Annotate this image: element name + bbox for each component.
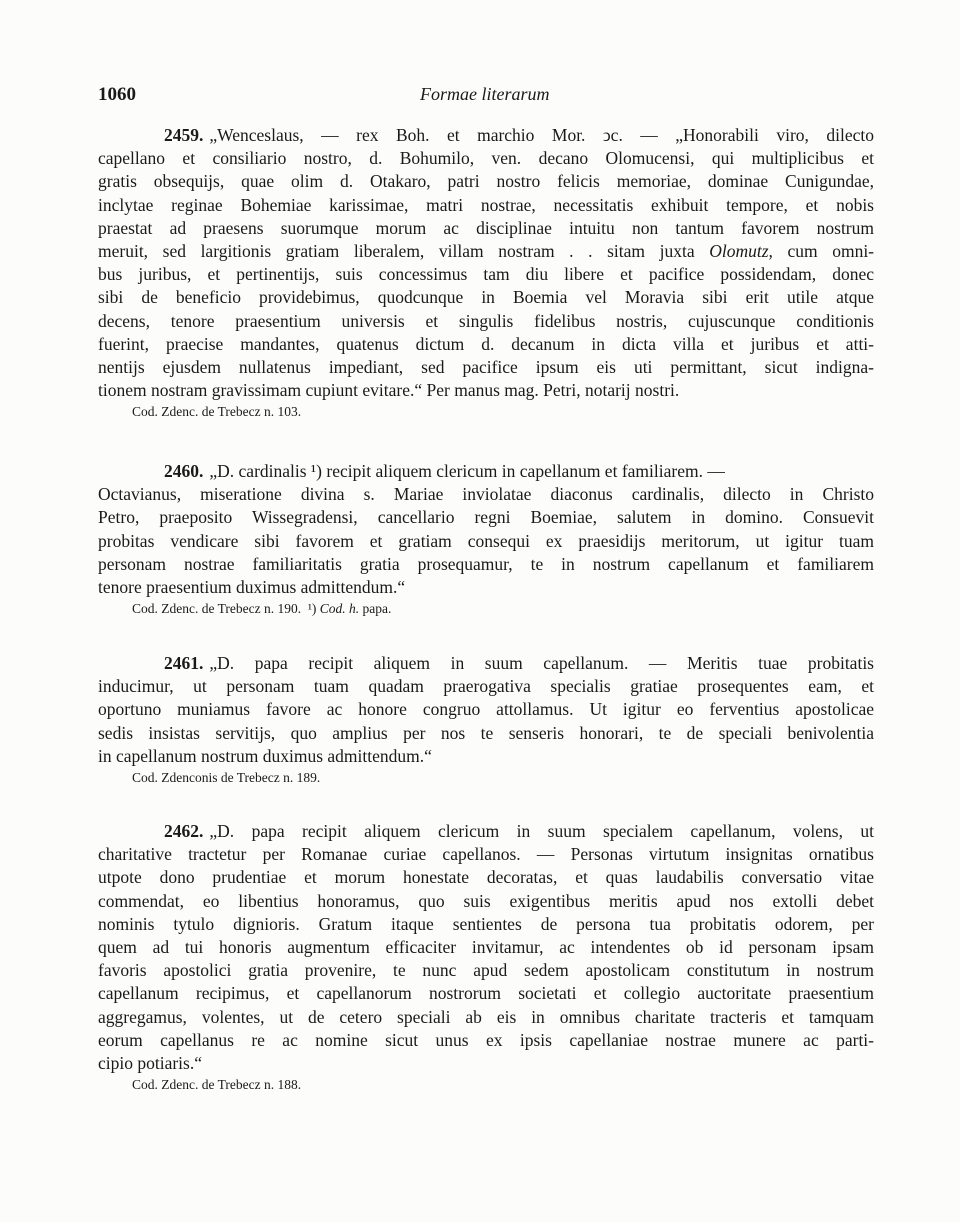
text-line: eorum capellanus re ac nomine sicut unus ex ipsis capellaniae nostrae munere ac parti- bbox=[98, 1029, 874, 1050]
text-line: inducimur, ut personam tuam quadam praerogativa specialis gratiae prosequentes eam, et bbox=[98, 676, 874, 697]
text-line: quem ad tui honoris augmentum efficaciter invitamur, ac intendentes ob id personam ipsam bbox=[98, 936, 874, 957]
entry-number: 2461. bbox=[164, 653, 204, 673]
text-line: fuerint, praecise mandantes, quatenus dictum d. decanum in dicta villa et juribus et atti- bbox=[98, 333, 874, 354]
text-line: nominis tytulo dignioris. Gratum itaque sentientes de persona tua probitatis odorem, per bbox=[98, 913, 874, 934]
text-line: personam nostrae familiaritatis gratia prosequamur, te in nostrum capellanum et familiarem bbox=[98, 553, 874, 574]
entry-number: 2459. bbox=[164, 125, 204, 145]
text-line: Octavianus, miseratione divina s. Mariae inviolatae diaconus cardinalis, dilecto in Christo bbox=[98, 484, 874, 505]
text-line: 2459. „Wenceslaus, — rex Boh. et marchio Mor. ͻc. — „Honorabili viro, dilecto bbox=[164, 125, 874, 145]
text-line: charitative tractetur per Romanae curiae capellanos. — Personas virtutum insignitas ornatibus bbox=[98, 844, 874, 865]
text-line: meruit, sed largitionis gratiam liberalem, villam nostram . . sitam juxta Olomutz, cum omni- bbox=[98, 240, 875, 261]
text-line: aggregamus, volentes, ut de cetero speciali ab eis in omnibus charitate tracteris et tamquam bbox=[98, 1006, 874, 1027]
entry-number: 2460. bbox=[164, 461, 204, 481]
text-line: tionem nostram gravissimam cupiunt evitare.“ Per manus mag. Petri, notarij nostri. bbox=[98, 380, 680, 401]
text-line: Petro, praeposito Wissegradensi, cancellario regni Boemiae, salutem in domino. Consuevit bbox=[98, 507, 874, 528]
text-line: sedis insistas servitijs, quo amplius per nos te senseris honorari, te de speciali benivolentia bbox=[98, 722, 874, 743]
text-line: 2461. „D. papa recipit aliquem in suum capellanum. — Meritis tuae probitatis bbox=[164, 653, 874, 673]
text-line: decens, tenore praesentium universis et singulis fidelibus nostris, cujuscunque conditionis bbox=[98, 310, 874, 331]
text-line: inclytae reginae Bohemiae karissimae, matri nostrae, necessitatis exhibuit tempore, et nobis bbox=[98, 194, 874, 215]
text-line: 2462. „D. papa recipit aliquem clericum in suum specialem capellanum, volens, ut bbox=[164, 821, 874, 841]
text-line: commendat, eo libentius honoramus, quo suis exigentibus meritis apud nos extolli debet bbox=[98, 890, 874, 911]
citation: Cod. Zdenc. de Trebecz n. 188. bbox=[132, 1077, 302, 1093]
text-line: 2460. „D. cardinalis ¹) recipit aliquem clericum in capellanum et familiarem. — bbox=[164, 461, 725, 481]
text-line: gratis obsequijs, quae olim d. Otakaro, patri nostro felicis memoriae, dominae Cunigundae, bbox=[98, 171, 874, 192]
text-line: utpote dono prudentiae et morum honestate decoratas, et quas laudabilis conversatio vitae bbox=[98, 867, 874, 888]
page-number: 1060 bbox=[98, 84, 136, 105]
text-line: oportuno muniamus favore ac honore congruo attollamus. Ut igitur eo ferventius apostolicae bbox=[98, 699, 874, 720]
footnote-mark: ¹) bbox=[307, 601, 317, 617]
text-line: praestat ad praesens suorumque morum ac disciplinae intuitu non tantum favorem nostrum bbox=[98, 217, 874, 238]
entry-2459 bbox=[98, 124, 874, 422]
text-line: favoris apostolici gratia provenire, te nunc apud sedem apostolicam constitutum in nostrum bbox=[98, 960, 874, 981]
running-title: Formae literarum bbox=[420, 84, 550, 104]
text-line: in capellanum nostrum duximus admittendum.“ bbox=[98, 745, 432, 766]
text-line: tenore praesentium duximus admittendum.“ bbox=[98, 576, 406, 597]
text-line: capellano et consiliario nostro, d. Bohumilo, ven. decano Olomucensi, qui multiplicibus et bbox=[98, 148, 874, 169]
place-name: Olomutz, bbox=[709, 240, 773, 261]
text-line: nentijs ejusdem nullatenus impediant, sed pacifice ipsum eis uti permittant, sicut indigna- bbox=[98, 356, 874, 377]
text-line: sibi de beneficio providebimus, quodcunque in Boemia vel Moravia sibi erit utile atque bbox=[98, 287, 874, 308]
citation: Cod. Zdenc. de Trebecz n. 190. ¹) Cod. h. papa. bbox=[132, 601, 392, 617]
citation: Cod. Zdenc. de Trebecz n. 103. bbox=[132, 404, 302, 420]
entry-2460 bbox=[98, 460, 874, 619]
text-line: bus juribus, et pertinentijs, suis concessimus tam diu libere et pacifice possidendam, donec bbox=[98, 264, 874, 285]
entry-number: 2462. bbox=[164, 821, 204, 841]
text-line: probitas vendicare sibi favorem et gratiam consequi ex praesidijs meritorum, ut igitur tuam bbox=[98, 530, 874, 551]
entry-2462 bbox=[98, 820, 874, 1095]
text-line: capellanum recipimus, et capellanorum nostrorum societati et collegio auctoritate praesentium bbox=[98, 983, 874, 1004]
page-header bbox=[98, 84, 878, 114]
text-line: cipio potiaris.“ bbox=[98, 1052, 203, 1073]
citation: Cod. Zdenconis de Trebecz n. 189. bbox=[132, 769, 321, 785]
entry-2461 bbox=[98, 652, 874, 788]
